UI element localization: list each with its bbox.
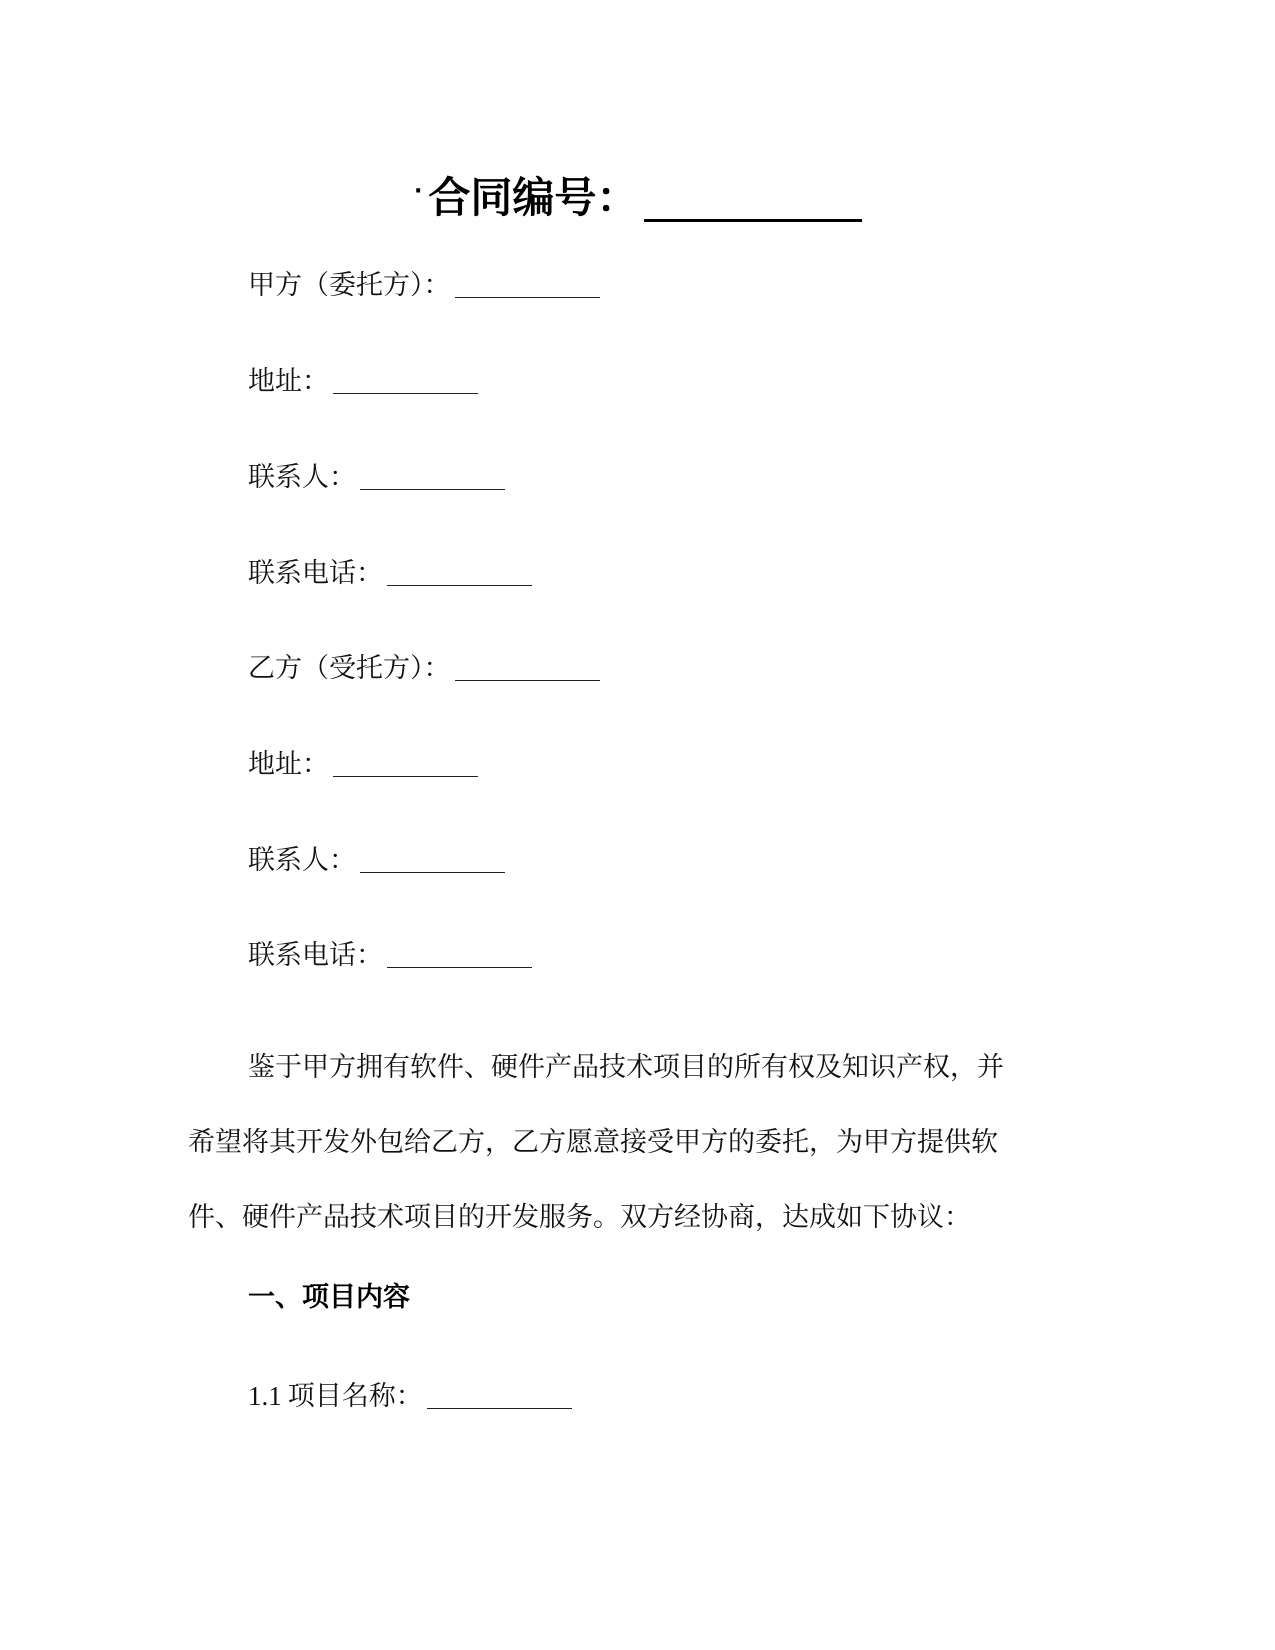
party-b-address-blank[interactable] (333, 748, 478, 777)
party-b-contact-field (248, 843, 505, 879)
party-b-phone-blank[interactable] (387, 939, 532, 968)
clause-number: 1.1 (248, 1381, 282, 1411)
bullet-marker: · (414, 179, 423, 204)
party-a-name-field (248, 268, 600, 304)
field-label: 联系电话： (248, 558, 383, 589)
contract-number-blank[interactable] (644, 175, 862, 222)
party-a-contact-field (248, 460, 505, 496)
field-label: 联系人： (248, 845, 356, 876)
field-label: 乙方（受托方）： (248, 653, 451, 684)
party-a-phone-blank[interactable] (387, 557, 532, 586)
party-a-address-blank[interactable] (333, 365, 478, 394)
party-b-name-field (248, 651, 600, 687)
field-label: 地址： (248, 749, 329, 780)
contract-number-title (414, 164, 862, 226)
party-b-name-blank[interactable] (455, 652, 600, 681)
project-name-blank[interactable] (427, 1380, 572, 1409)
party-b-address-field (248, 747, 478, 783)
party-a-address-field (248, 364, 478, 400)
field-label: 联系人： (248, 462, 356, 493)
field-label: 甲方（委托方）： (248, 270, 451, 301)
party-a-name-blank[interactable] (455, 269, 600, 298)
field-label: 联系电话： (248, 940, 383, 971)
contract-number-label: 合同编号： (428, 173, 639, 222)
section-heading: 一、项目内容 (248, 1282, 410, 1313)
preamble-line: 件、硬件产品技术项目的开发服务。双方经协商，达成如下协议： (188, 1202, 971, 1233)
preamble-paragraph (188, 1030, 1068, 1255)
party-a-phone-field (248, 556, 532, 592)
preamble-line: 希望将其开发外包给乙方，乙方愿意接受甲方的委托，为甲方提供软 (188, 1127, 998, 1158)
clause-label: 项目名称： (287, 1381, 423, 1412)
party-b-phone-field (248, 938, 532, 974)
party-a-contact-blank[interactable] (360, 461, 505, 490)
party-b-contact-blank[interactable] (360, 844, 505, 873)
preamble-line: 鉴于甲方拥有软件、硬件产品技术项目的所有权及知识产权，并 (248, 1052, 1004, 1083)
project-name-clause (248, 1378, 572, 1415)
field-label: 地址： (248, 366, 329, 397)
